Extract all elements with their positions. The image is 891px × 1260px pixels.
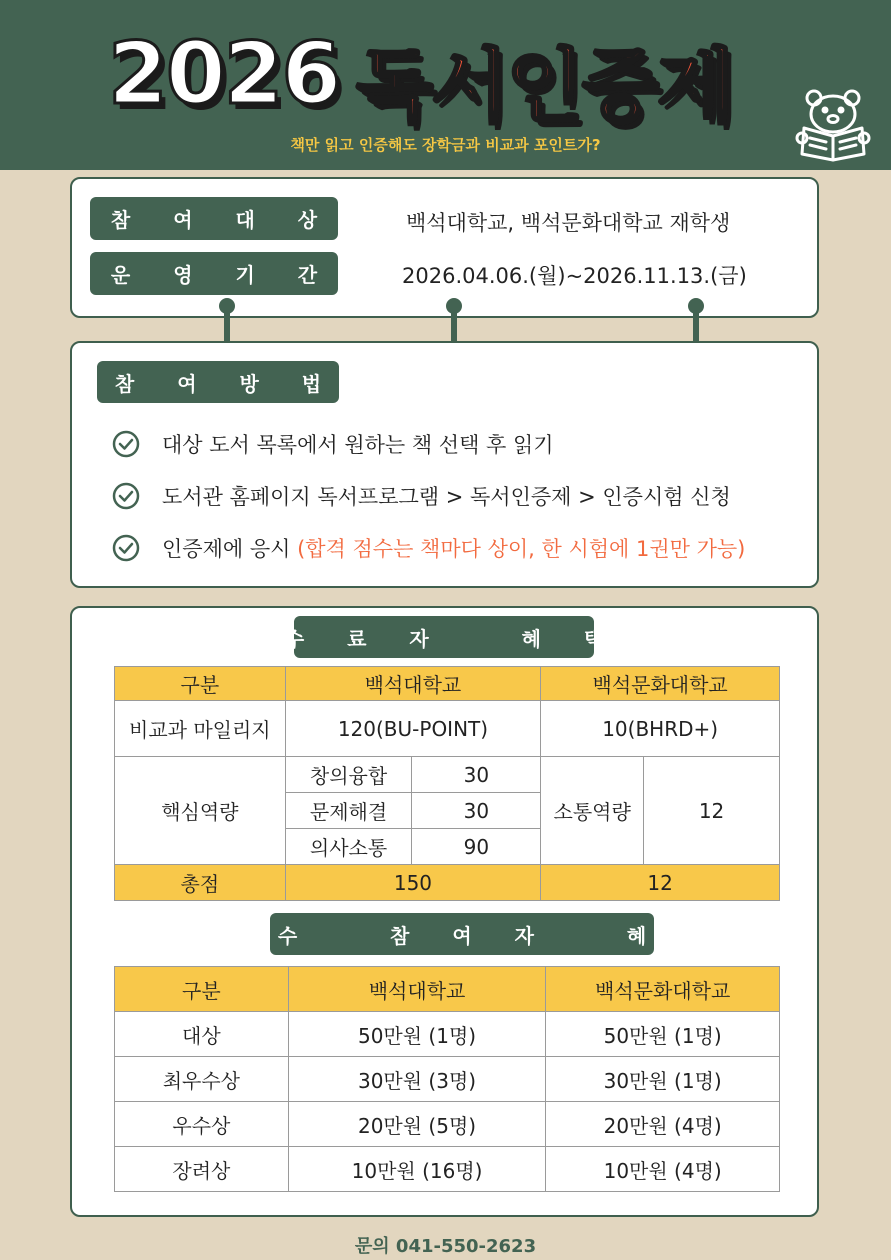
title-year: 2026	[108, 24, 340, 124]
check-circle-icon	[112, 482, 140, 510]
mileage-label: 비교과 마일리지	[115, 701, 286, 757]
award-univ2: 10만원 (4명)	[546, 1147, 780, 1192]
contact-info: 문의 041-550-2623	[354, 1236, 537, 1257]
table-row	[115, 1147, 780, 1192]
method-item-text: 인증제에 응시	[162, 537, 298, 561]
core-univ2-name: 소통역량	[541, 757, 644, 865]
method-item-note: (합격 점수는 책마다 상이, 한 시험에 1권만 가능)	[297, 537, 746, 561]
period-label: 운 영 기 간	[90, 252, 338, 295]
excellent-table	[114, 966, 780, 1192]
title-main: 독서인증제	[356, 40, 733, 133]
award-name: 우수상	[115, 1102, 289, 1147]
award-univ1: 30만원 (3명)	[288, 1057, 546, 1102]
check-circle-icon	[112, 430, 140, 458]
core-item-name: 문제해결	[285, 793, 412, 829]
header-univ2: 백석문화대학교	[546, 967, 780, 1012]
method-item-text: 도서관 홈페이지 독서프로그램 > 독서인증제 > 인증시험 신청	[162, 485, 731, 509]
target-value: 백석대학교, 백석문화대학교 재학생	[406, 211, 731, 235]
core-label: 핵심역량	[115, 757, 286, 865]
core-item-value: 30	[412, 793, 541, 829]
completion-label: 수 료 자 혜 택	[294, 616, 594, 658]
header-category: 구분	[115, 667, 286, 701]
award-univ1: 50만원 (1명)	[288, 1012, 546, 1057]
method-item-text: 대상 도서 목록에서 원하는 책 선택 후 읽기	[162, 433, 554, 457]
award-name: 최우수상	[115, 1057, 289, 1102]
total-univ2: 12	[541, 865, 780, 901]
award-name: 대상	[115, 1012, 289, 1057]
subtitle: 책만 읽고 인증해도 장학금과 비교과 포인트가?	[290, 136, 601, 154]
mileage-univ2: 10(BHRD+)	[541, 701, 780, 757]
connector-dot	[688, 298, 704, 314]
method-item	[112, 429, 554, 459]
method-item	[112, 481, 731, 511]
award-univ2: 30만원 (1명)	[546, 1057, 780, 1102]
core-item-value: 30	[412, 757, 541, 793]
mileage-univ1: 120(BU-POINT)	[285, 701, 541, 757]
table-row	[115, 1057, 780, 1102]
header-category: 구분	[115, 967, 289, 1012]
method-item	[112, 533, 745, 563]
period-value: 2026.04.06.(월)~2026.11.13.(금)	[402, 264, 747, 288]
core-item-name: 의사소통	[285, 829, 412, 865]
core-univ2-value: 12	[644, 757, 780, 865]
connector-dot	[446, 298, 462, 314]
core-item-value: 90	[412, 829, 541, 865]
total-univ1: 150	[285, 865, 541, 901]
award-univ1: 10만원 (16명)	[288, 1147, 546, 1192]
method-card	[70, 341, 819, 588]
bear-reading-icon	[794, 84, 874, 164]
header-univ1: 백석대학교	[288, 967, 546, 1012]
method-label: 참 여 방 법	[97, 361, 339, 403]
table-row	[115, 1012, 780, 1057]
core-item-name: 창의융합	[285, 757, 412, 793]
info-card	[70, 177, 819, 318]
award-univ2: 50만원 (1명)	[546, 1012, 780, 1057]
total-label: 총점	[115, 865, 286, 901]
check-circle-icon	[112, 534, 140, 562]
award-univ1: 20만원 (5명)	[288, 1102, 546, 1147]
connector-dot	[219, 298, 235, 314]
excellent-label: 우 수 참 여 자 혜 택	[270, 913, 654, 955]
target-label: 참 여 대 상	[90, 197, 338, 240]
award-name: 장려상	[115, 1147, 289, 1192]
header-univ1: 백석대학교	[285, 667, 541, 701]
table-row	[115, 1102, 780, 1147]
header-banner	[0, 0, 891, 170]
header-univ2: 백석문화대학교	[541, 667, 780, 701]
award-univ2: 20만원 (4명)	[546, 1102, 780, 1147]
completion-table	[114, 666, 780, 901]
